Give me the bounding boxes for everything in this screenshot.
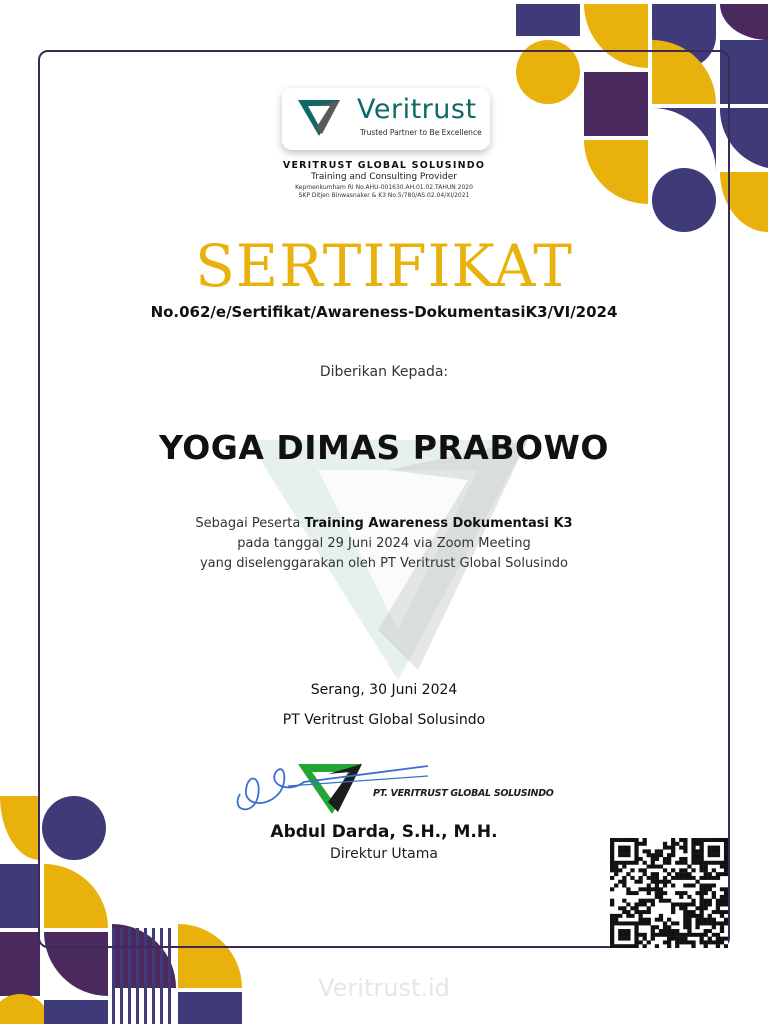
issuer-name: PT Veritrust Global Solusindo xyxy=(282,712,486,728)
given-to-label: Diberikan Kepada: xyxy=(319,364,449,380)
signer-name: Abdul Darda, S.H., M.H. xyxy=(270,822,498,842)
certificate-title: SERTIFIKAT xyxy=(195,232,573,300)
signer-role: Direktur Utama xyxy=(330,846,438,862)
stamp-company-text: PT. VERITRUST GLOBAL SOLUSINDO xyxy=(373,788,554,799)
company-info xyxy=(0,160,768,200)
certificate-number: No.062/e/Sertifikat/Awareness-DokumentasiK3/VI/2024 xyxy=(150,303,618,321)
signature-stamp-icon xyxy=(228,752,578,818)
qr-code-icon xyxy=(610,838,728,948)
registration-line-2: SKP Ditjen Binwasnaker & K3 No.5/780/AS.02.04/XI/2021 xyxy=(298,192,470,199)
logo-brand-text: Veritrust xyxy=(357,94,477,125)
registration-line-1: Kepmenkumham RI No.AHU-001630.AH.01.02.TAHUN 2020 xyxy=(295,184,473,191)
website-watermark: Veritrust.id xyxy=(318,974,450,1002)
recipient-name: YOGA DIMAS PRABOWO xyxy=(159,428,609,467)
company-name: VERITRUST GLOBAL SOLUSINDO xyxy=(282,160,486,171)
certificate-description xyxy=(0,514,768,574)
description-line-2: pada tanggal 29 Juni 2024 via Zoom Meeting xyxy=(237,536,531,551)
description-line-3: yang diselenggarakan oleh PT Veritrust Global Solusindo xyxy=(199,556,569,571)
place-date: Serang, 30 Juni 2024 xyxy=(310,682,458,698)
description-line-1 xyxy=(0,514,768,534)
description-prefix: Sebagai Peserta xyxy=(195,516,305,531)
logo-tagline: Trusted Partner to Be Excellence xyxy=(360,128,482,137)
company-registration xyxy=(0,184,768,200)
veritrust-logo xyxy=(282,88,490,150)
veritrust-mark-icon xyxy=(296,98,342,138)
company-subtitle: Training and Consulting Provider xyxy=(311,172,457,182)
training-name: Training Awareness Dokumentasi K3 xyxy=(304,516,573,531)
